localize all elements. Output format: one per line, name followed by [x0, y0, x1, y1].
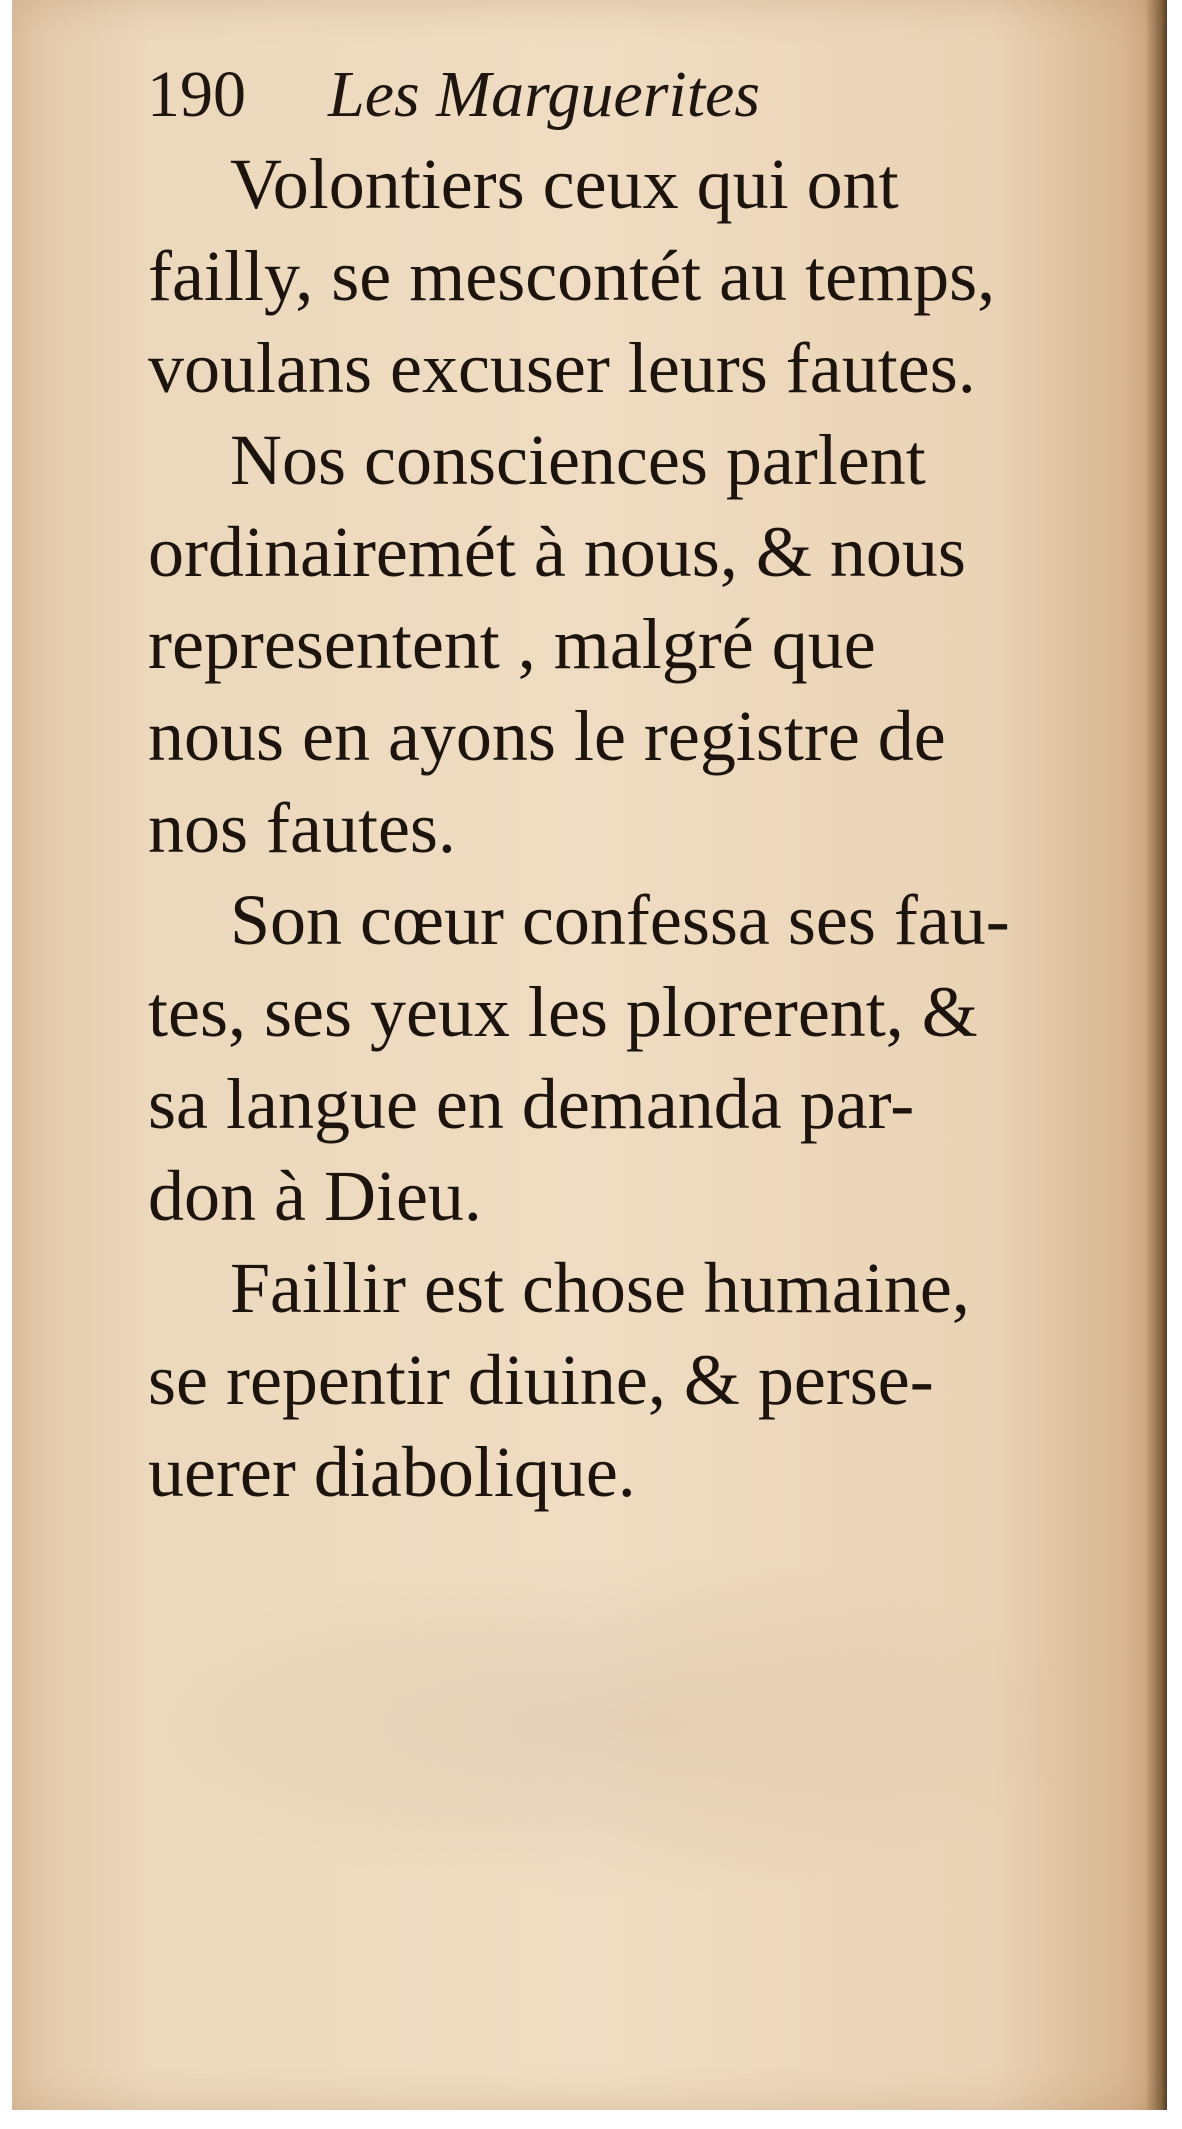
text-line: representent , malgré que [148, 604, 876, 684]
text-line: nous en ayons le registre de [148, 696, 946, 776]
page-body [148, 138, 1048, 1518]
text-line: Nos consciences parlent [230, 420, 926, 500]
text-line: voulans excuser leurs fautes. [148, 328, 976, 408]
text-line: Son cœur confessa ses fau- [230, 880, 1010, 960]
running-title: Les Marguerites [328, 58, 761, 131]
paragraph-2 [148, 414, 1048, 874]
page-gutter-shadow [1145, 0, 1167, 2110]
text-line: ordinairemét à nous, & nous [148, 512, 966, 592]
paragraph-4 [148, 1242, 1048, 1518]
text-line: failly, se mescontét au temps, [148, 236, 996, 316]
text-line: sa langue en demanda par- [148, 1064, 915, 1144]
text-line: Faillir est chose humaine, [230, 1248, 970, 1328]
text-line: se repentir diuine, & perse- [148, 1340, 934, 1420]
text-line: don à Dieu. [148, 1156, 482, 1236]
text-line: uerer diabolique. [148, 1432, 636, 1512]
text-line: nos fautes. [148, 788, 456, 868]
text-line: tes, ses yeux les plorerent, & [148, 972, 978, 1052]
show-through-bleed [162, 1560, 1062, 1890]
page-header [147, 58, 761, 131]
page-number: 190 [147, 58, 246, 131]
paragraph-3 [148, 874, 1048, 1242]
paragraph-1 [148, 138, 1048, 414]
text-line: Volontiers ceux qui ont [230, 144, 899, 224]
